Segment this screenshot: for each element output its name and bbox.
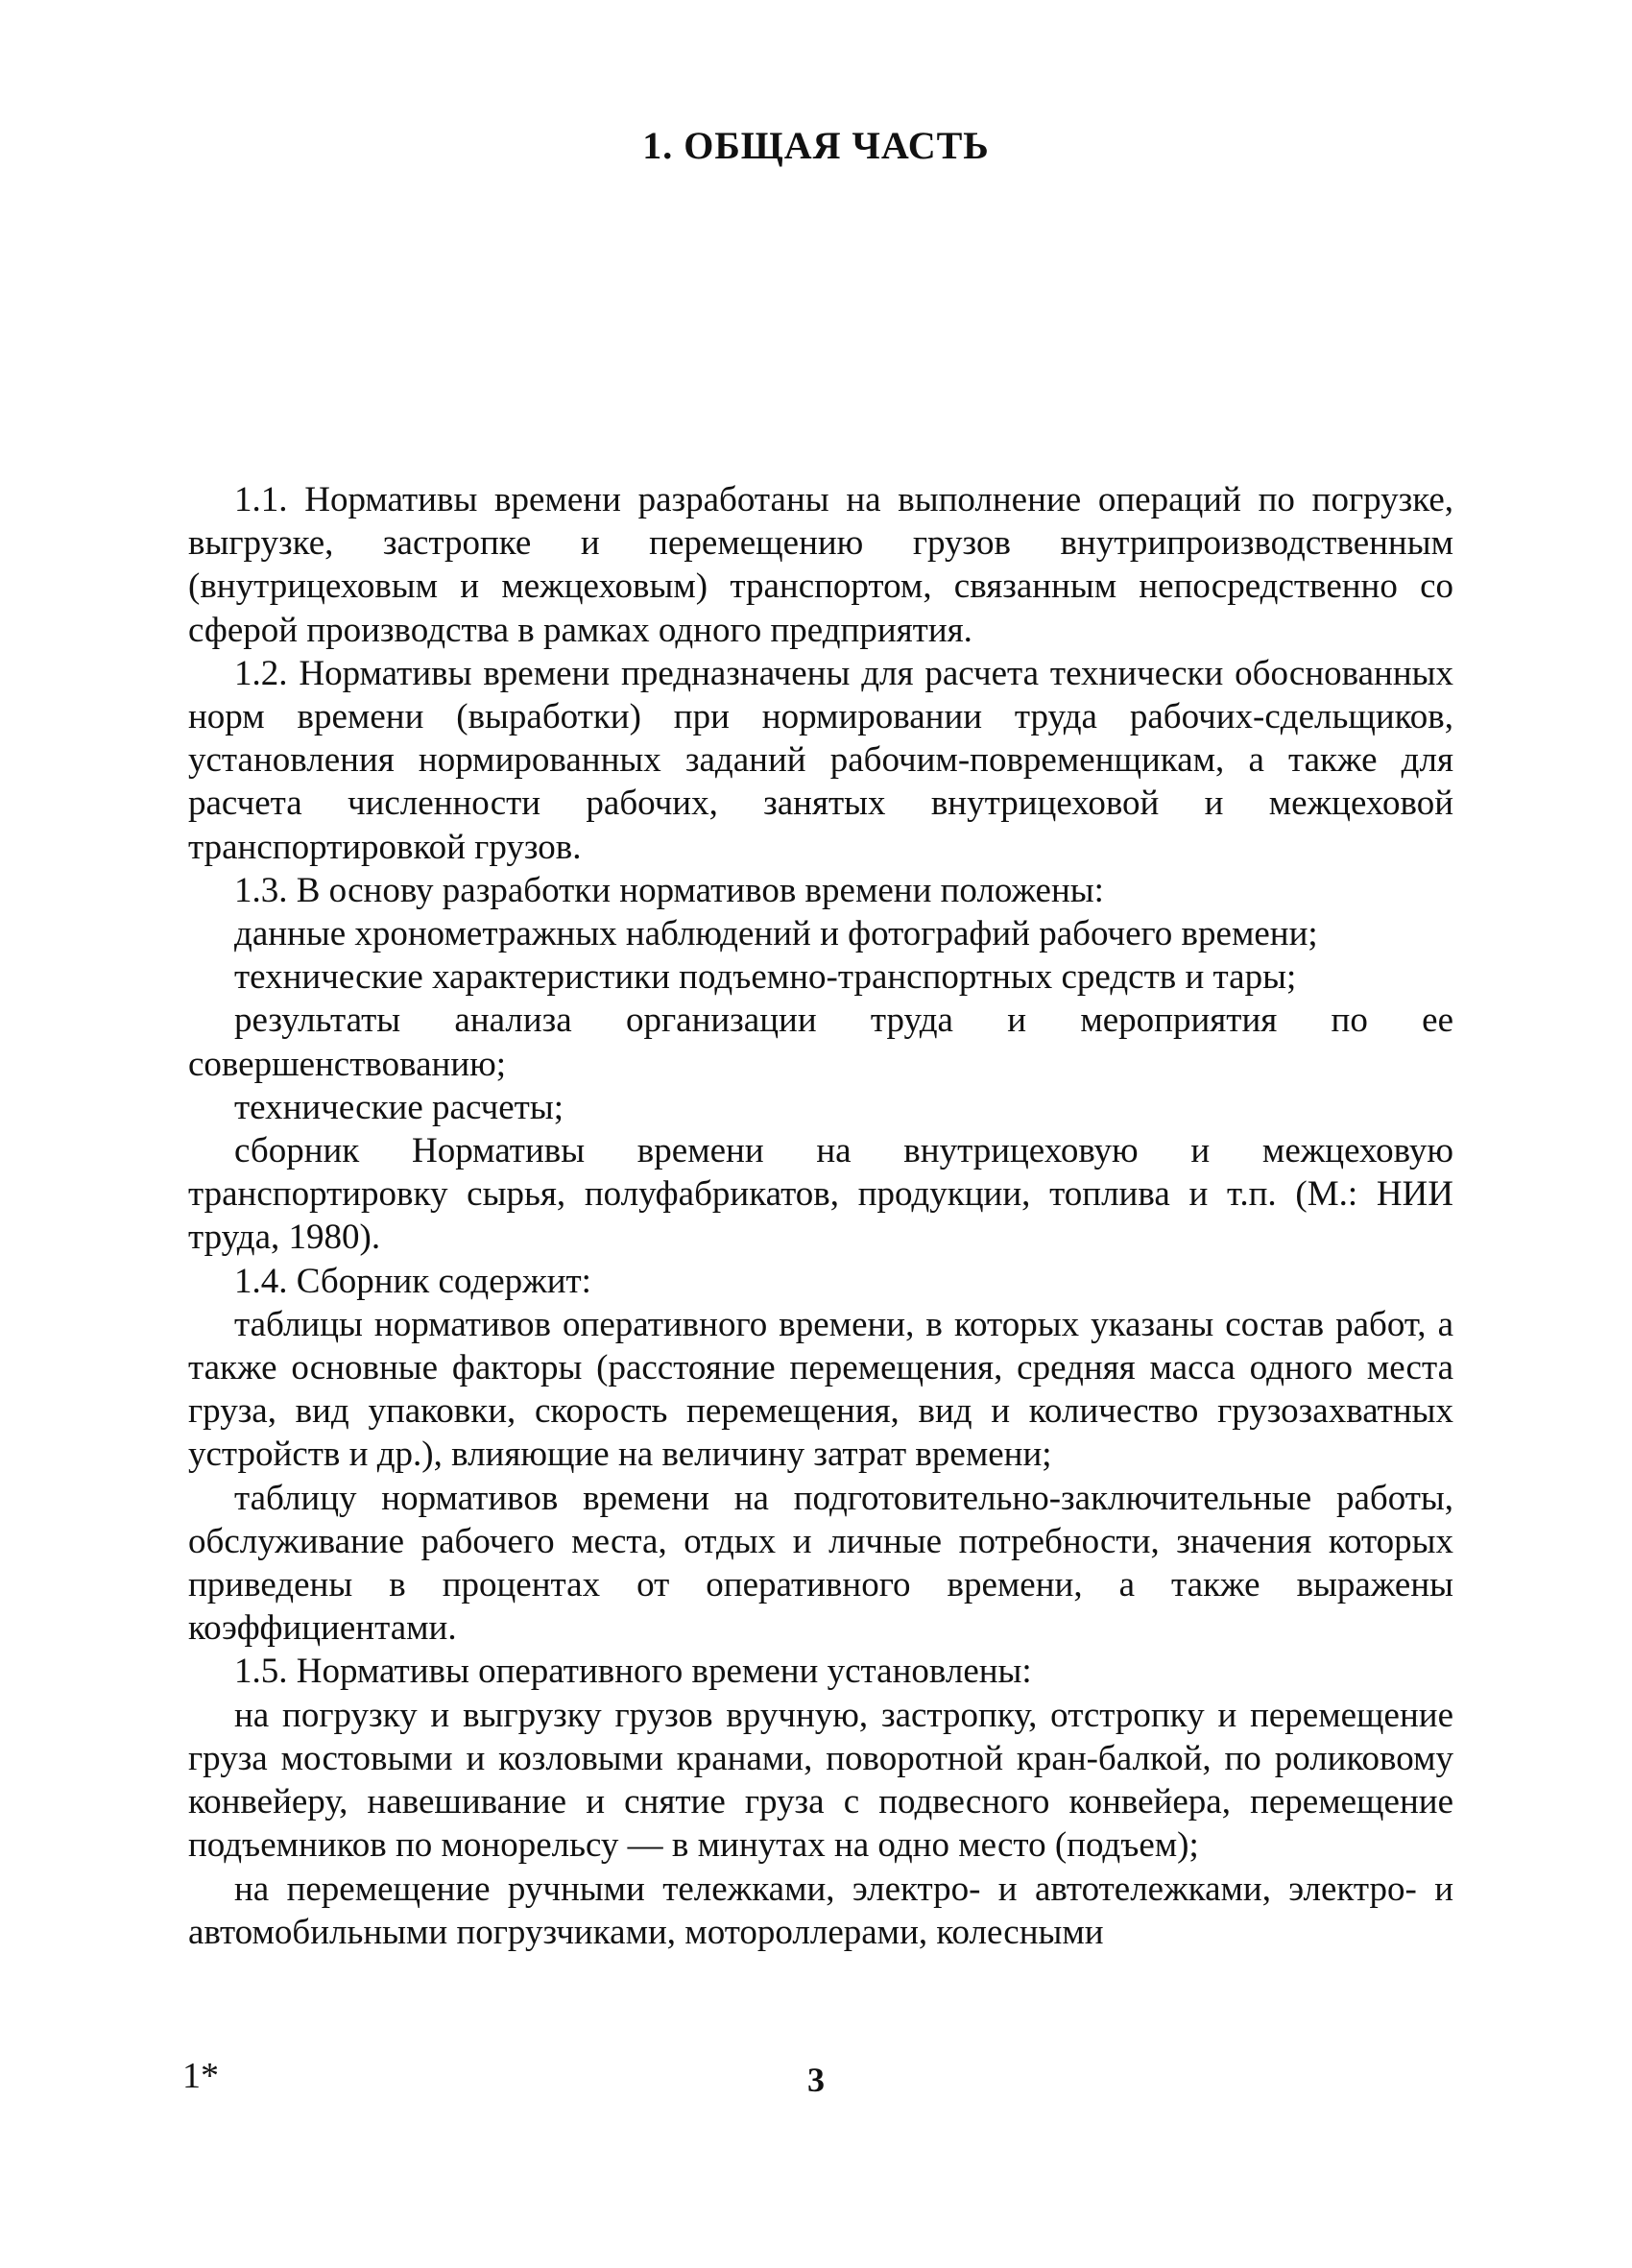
- paragraph-1-2: 1.2. Нормативы времени предназначены для расчета технически обоснованных норм времени (выработки) при нормировании труда рабочих-сдельщиков, установления нормированных заданий рабочим-повременщикам, а также для расчета численности рабочих, занятых внутрицеховой и межцеховой транспортировкой грузов.: [188, 653, 1453, 867]
- paragraph-1-1: 1.1. Нормативы времени разработаны на выполнение операций по погрузке, выгрузке, застропке и перемещению грузов внутрипроизводственным (внутрицеховым и межцеховым) транспортом, связанным непосредственно со сферой производства в рамках одного предприятия.: [188, 480, 1453, 650]
- paragraph-1-5: 1.5. Нормативы оперативного времени установлены:: [234, 1652, 1032, 1692]
- list-item: технические характеристики подъемно-транспортных средств и тары;: [234, 957, 1297, 998]
- paragraph-1-4: 1.4. Сборник содержит:: [234, 1261, 591, 1301]
- list-item: данные хронометражных наблюдений и фотографий рабочего времени;: [234, 914, 1318, 954]
- list-item: результаты анализа организации труда и мероприятия по ее совершенствованию;: [188, 1001, 1453, 1084]
- signature-mark: 1*: [182, 2056, 219, 2096]
- list-item: таблицу нормативов времени на подготовительно-заключительные работы, обслуживание рабочего места, отдых и личные потребности, значения которых приведены в процентах от оперативного времени, а также выражены коэффициентами.: [188, 1478, 1453, 1649]
- paragraph-1-3: 1.3. В основу разработки нормативов времени положены:: [234, 870, 1104, 910]
- list-item: на погрузку и выгрузку грузов вручную, застропку, отстропку и перемещение груза мостовыми и козловыми кранами, поворотной кран-балкой, по роликовому конвейеру, навешивание и снятие груза с подвесного конвейера, перемещение подъемников по монорельсу — в минутах на одно место (подъем);: [188, 1695, 1453, 1866]
- list-item: сборник Нормативы времени на внутрицеховую и межцеховую транспортировку сырья, полуфабрикатов, продукции, топлива и т.п. (М.: НИИ труда, 1980).: [188, 1131, 1453, 1258]
- list-item: на перемещение ручными тележками, электро- и автотележками, электро- и автомобильными погрузчиками, мотороллерами, колесными: [188, 1869, 1453, 1952]
- page-number: 3: [807, 2061, 825, 2099]
- list-item: таблицы нормативов оперативного времени, в которых указаны состав работ, а также основные факторы (расстояние перемещения, средняя масса одного места груза, вид упаковки, скорость перемещения, вид и количество грузозахватных устройств и др.), влияющие на величину затрат времени;: [188, 1304, 1453, 1475]
- list-item: технические расчеты;: [234, 1087, 564, 1127]
- page-title: 1. ОБЩАЯ ЧАСТЬ: [642, 124, 990, 167]
- body-text: [188, 478, 1453, 1954]
